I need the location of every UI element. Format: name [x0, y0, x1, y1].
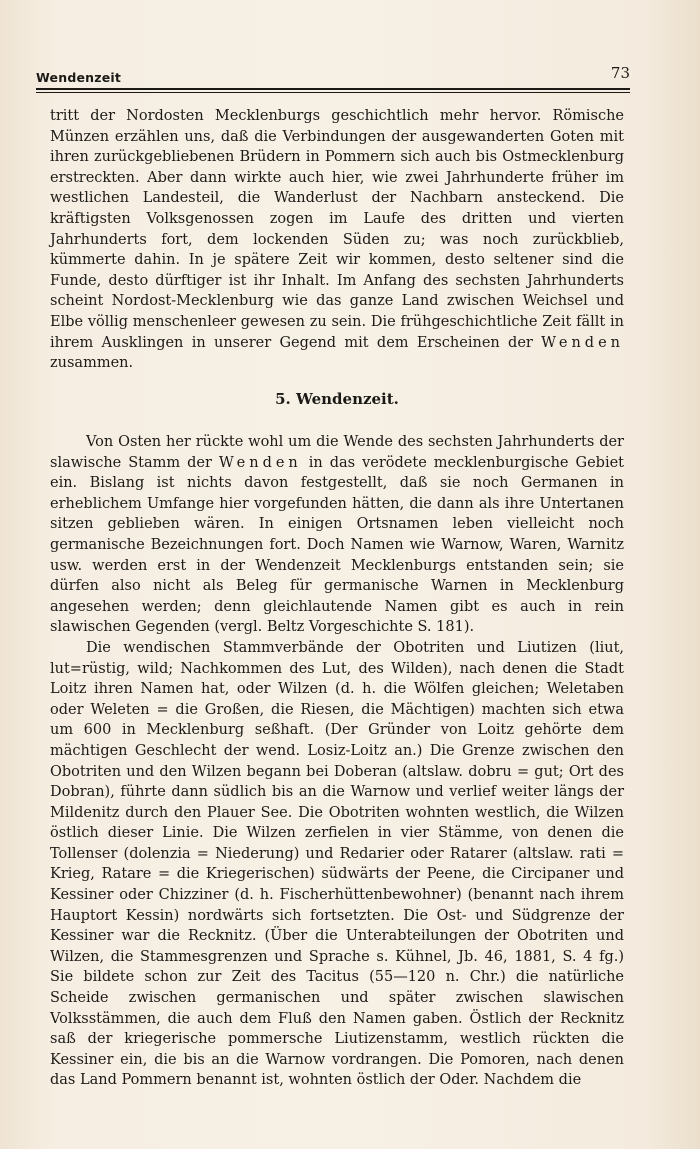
paragraph-1-start: Von Osten her rückte wohl um die Wende des sechsten Jahrhunderts der slawische Stamm der — [50, 434, 624, 471]
paragraph-1-end: in das verödete mecklenburgische Gebiet ein. Bislang ist nichts davon festgestellt, daß sie noch Germanen in erheblichem Umfange hier vorgefunden hätten, die dann als ihre Untertanen sitzen geblieben wären. In einigen Ortsnamen leben vielleicht noch germanische Bezeichnungen fort. Doch Namen wie Warnow, Waren, Warnitz usw. werden erst in der Wendenzeit Mecklenburgs entstanden sein; sie dürfen also nicht als Beleg für germanische Warnen in Mecklenburg angesehen werden; denn gleichlautende Namen gibt es auch in rein slawischen Gegenden (vergl. Beltz Vorgeschichte S. 181). — [50, 454, 624, 636]
intro-paragraph-text: tritt der Nordosten Mecklenburgs geschichtlich mehr hervor. Römische Münzen erzählen uns, daß die Verbindungen der ausgewanderten Goten mit ihren zurückgebliebenen Brüdern in Pommern sich auch bis Ostmecklenburg erstreckten. Aber dann wirkte auch hier, wie zwei Jahrhunderte früher im westlichen Landesteil, die Wanderlust der Nachbarn ansteckend. Die kräftigsten Volksgenossen zogen im Laufe des dritten und vierten Jahrhunderts fort, dem lockenden Süden zu; was noch zurückblieb, kümmerte dahin. In je spätere Zeit wir kommen, desto seltener sind die Funde, desto dürftiger ist ihr Inhalt. Im Anfang des sechsten Jahrhunderts scheint Nordost-Mecklenburg wie das ganze Land zwischen Weichsel und Elbe völlig menschenleer gewesen zu sein. Die frühgeschichtliche Zeit fällt in ihrem Ausklingen in unserer Gegend mit dem Erscheinen der — [50, 108, 624, 351]
intro-paragraph-end: zusammen. — [50, 355, 134, 372]
section-heading: 5. Wendenzeit. — [275, 390, 399, 408]
page-number: 73 — [610, 64, 630, 82]
header-rule-thin — [36, 92, 630, 93]
intro-paragraph — [50, 106, 624, 374]
page-header — [36, 60, 630, 90]
header-rule-thick — [36, 88, 630, 90]
running-title: Wendenzeit — [36, 70, 122, 85]
section-text-block — [50, 432, 624, 1091]
paragraph-1 — [50, 432, 624, 638]
intro-text-block — [50, 106, 624, 374]
paragraph-1-spaced-word: Wenden — [218, 454, 302, 471]
intro-spaced-word: Wenden — [541, 334, 624, 351]
paragraph-2: Die wendischen Stammverbände der Obotriten und Liutizen (liut, lut=rüstig, wild; Nachkommen des Lut, des Wilden), nach denen die Stadt Loitz ihren Namen hat, oder Wilzen (d. h. die Wölfen gleichen; Weletaben oder Weleten = die Großen, die Riesen, die Mächtigen) machten sich etwa um 600 in Mecklenburg seßhaft. (Der Gründer von Loitz gehörte dem mächtigen Geschlecht der wend. Losiz-Loitz an.) Die Grenze zwischen den Obotriten und den Wilzen begann bei Doberan (altslaw. dobru = gut; Ort des Dobran), führte dann südlich bis an die Warnow und verlief weiter längs der Mildenitz durch den Plauer See. Die Obotriten wohnten westlich, die Wilzen östlich dieser Linie. Die Wilzen zerfielen in vier Stämme, von denen die Tollenser (dolenzia = Niederung) und Redarier oder Ratarer (altslaw. rati = Krieg, Ratare = die Kriegerischen) südwärts der Peene, die Circipaner und Kessiner oder Chizziner (d. h. Fischerhüttenbewohner) (benannt nach ihrem Hauptort Kessin) nordwärts sich fortsetzten. Die Ost- und Südgrenze der Kessiner war die Recknitz. (Über die Unterabteilungen der Obotriten und Wilzen, die Stammesgrenzen und Sprache s. Kühnel, Jb. 46, 1881, S. 4 fg.) Sie bildete schon zur Zeit des Tacitus (55—120 n. Chr.) die natürliche Scheide zwischen germanischen und später zwischen slawischen Volksstämmen, die auch dem Fluß den Namen gaben. Östlich der Recknitz saß der kriegerische pommersche Liutizenstamm, westlich rückten die Kessiner ein, die bis an die Warnow vordrangen. Die Pomoren, nach denen das Land Pommern benannt ist, wohnten östlich der Oder. Nachdem die — [50, 639, 624, 1089]
